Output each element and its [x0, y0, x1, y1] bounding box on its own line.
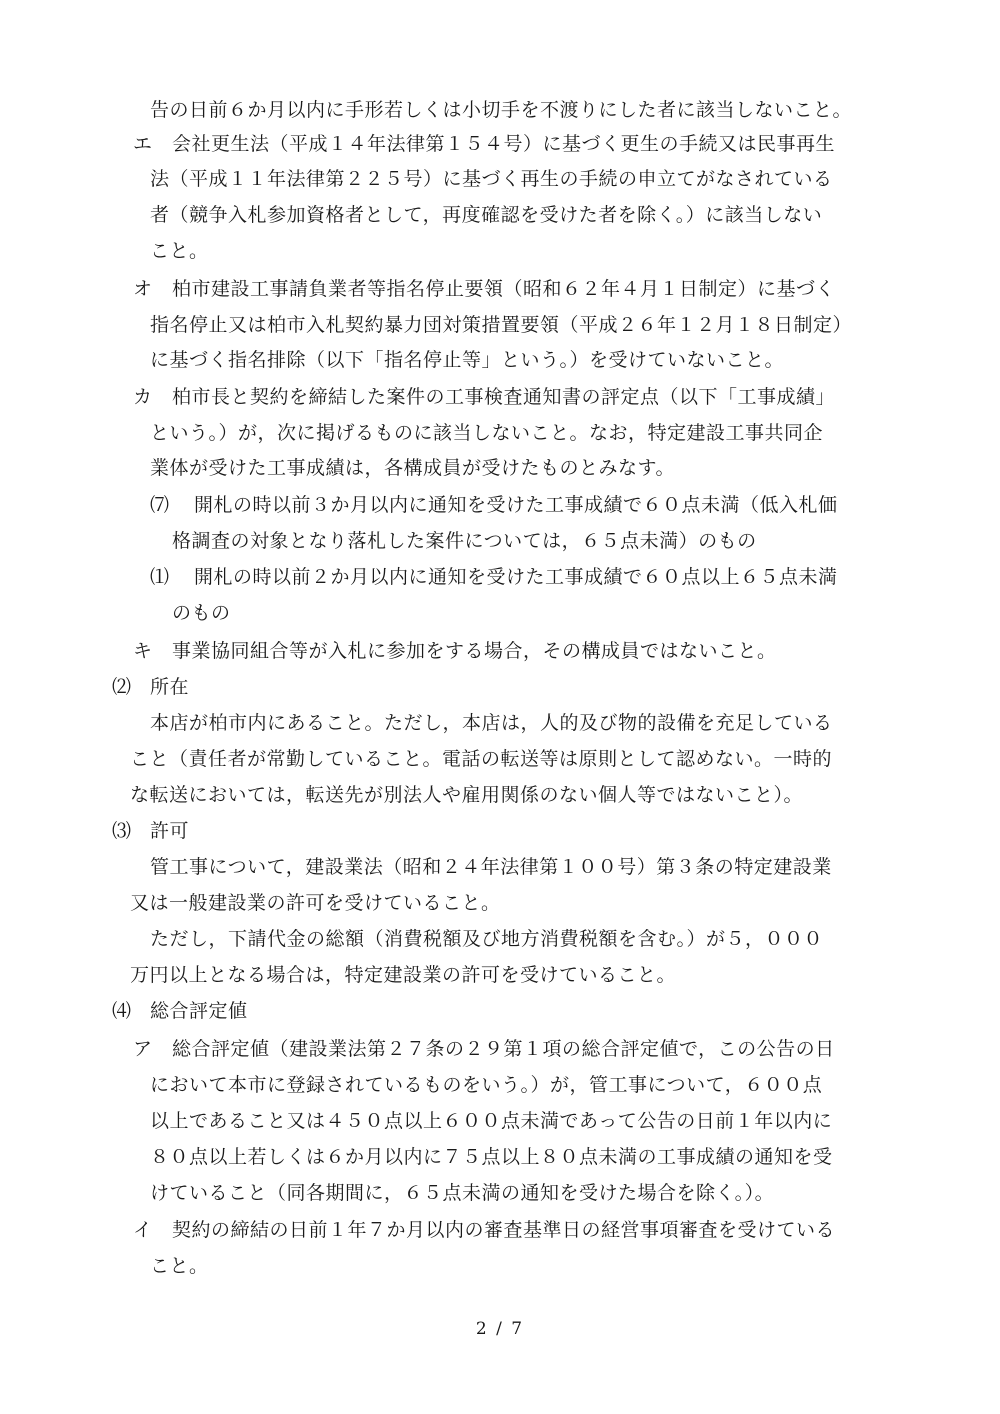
section-number-4: ⑷: [112, 1000, 132, 1022]
page-number: 2 / 7: [475, 1319, 525, 1339]
text-line: のもの: [172, 602, 231, 624]
text-line: こと（責任者が常勤していること。電話の転送等は原則として認めない。一時的: [130, 748, 833, 770]
item-label-o: オ: [133, 278, 153, 300]
section-heading: 許可: [150, 820, 190, 842]
subitem-label-i: ⑴: [150, 566, 170, 588]
text-line: 法（平成１１年法律第２２５号）に基づく再生の手続の申立てがなされている: [150, 168, 833, 190]
text-line: 以上であること又は４５０点以上６００点未満であって公告の日前１年以内に: [150, 1110, 833, 1132]
text-line: 告の日前６か月以内に手形若しくは小切手を不渡りにした者に該当しないこと。: [150, 99, 853, 121]
text-line: 柏市長と契約を締結した案件の工事検査通知書の評定点（以下「工事成績」: [172, 386, 836, 408]
item-label-i: イ: [133, 1219, 153, 1241]
text-line: 事業協同組合等が入札に参加をする場合，その構成員ではないこと。: [172, 640, 777, 662]
text-line: 万円以上となる場合は，特定建設業の許可を受けていること。: [130, 964, 677, 986]
text-line: 柏市建設工事請負業者等指名停止要領（昭和６２年４月１日制定）に基づく: [172, 278, 836, 300]
item-label-ki: キ: [133, 640, 153, 662]
text-line: な転送においては，転送先が別法人や雇用関係のない個人等ではないこと）。: [130, 784, 804, 806]
text-line: において本市に登録されているものをいう。）が，管工事について，６００点: [150, 1074, 823, 1096]
text-line: 格調査の対象となり落札した案件については，６５点未満）のもの: [172, 530, 757, 552]
text-line: 者（競争入札参加資格者として，再度確認を受けた者を除く。）に該当しない: [150, 204, 823, 226]
section-heading: 所在: [150, 676, 190, 698]
item-label-ka: カ: [133, 386, 153, 408]
text-line: 業体が受けた工事成績は，各構成員が受けたものとみなす。: [150, 457, 675, 479]
text-line: に基づく指名排除（以下「指名停止等」という。）を受けていないこと。: [150, 349, 785, 371]
text-line: けていること（同各期間に，６５点未満の通知を受けた場合を除く。）。: [150, 1182, 775, 1204]
text-line: 指名停止又は柏市入札契約暴力団対策措置要領（平成２６年１２月１８日制定）: [150, 314, 853, 336]
text-line: 総合評定値（建設業法第２７条の２９第１項の総合評定値で，この公告の日: [172, 1038, 835, 1060]
text-line: という。）が，次に掲げるものに該当しないこと。なお，特定建設工事共同企: [150, 422, 824, 444]
text-line: 本店が柏市内にあること。ただし，本店は，人的及び物的設備を充足している: [150, 712, 833, 734]
text-line: 開札の時以前２か月以内に通知を受けた工事成績で６０点以上６５点未満: [194, 566, 838, 588]
text-line: 会社更生法（平成１４年法律第１５４号）に基づく更生の手続又は民事再生: [172, 133, 836, 155]
text-line: 又は一般建設業の許可を受けていること。: [130, 892, 501, 914]
section-number-2: ⑵: [112, 676, 132, 698]
section-number-3: ⑶: [112, 820, 132, 842]
item-label-a: ア: [133, 1038, 153, 1060]
section-heading: 総合評定値: [150, 1000, 248, 1022]
text-line: 開札の時以前３か月以内に通知を受けた工事成績で６０点未満（低入札価: [194, 494, 838, 516]
subitem-label-a: ⑺: [150, 494, 170, 516]
text-line: ８０点以上若しくは６か月以内に７５点以上８０点未満の工事成績の通知を受: [150, 1146, 833, 1168]
text-line: こと。: [150, 1255, 209, 1277]
text-line: ただし，下請代金の総額（消費税額及び地方消費税額を含む。）が５，０００: [150, 928, 824, 950]
text-line: 契約の締結の日前１年７か月以内の審査基準日の経営事項審査を受けている: [172, 1219, 836, 1241]
item-label-e: エ: [133, 133, 153, 155]
text-line: 管工事について，建設業法（昭和２４年法律第１００号）第３条の特定建設業: [150, 856, 832, 878]
text-line: こと。: [150, 240, 209, 262]
